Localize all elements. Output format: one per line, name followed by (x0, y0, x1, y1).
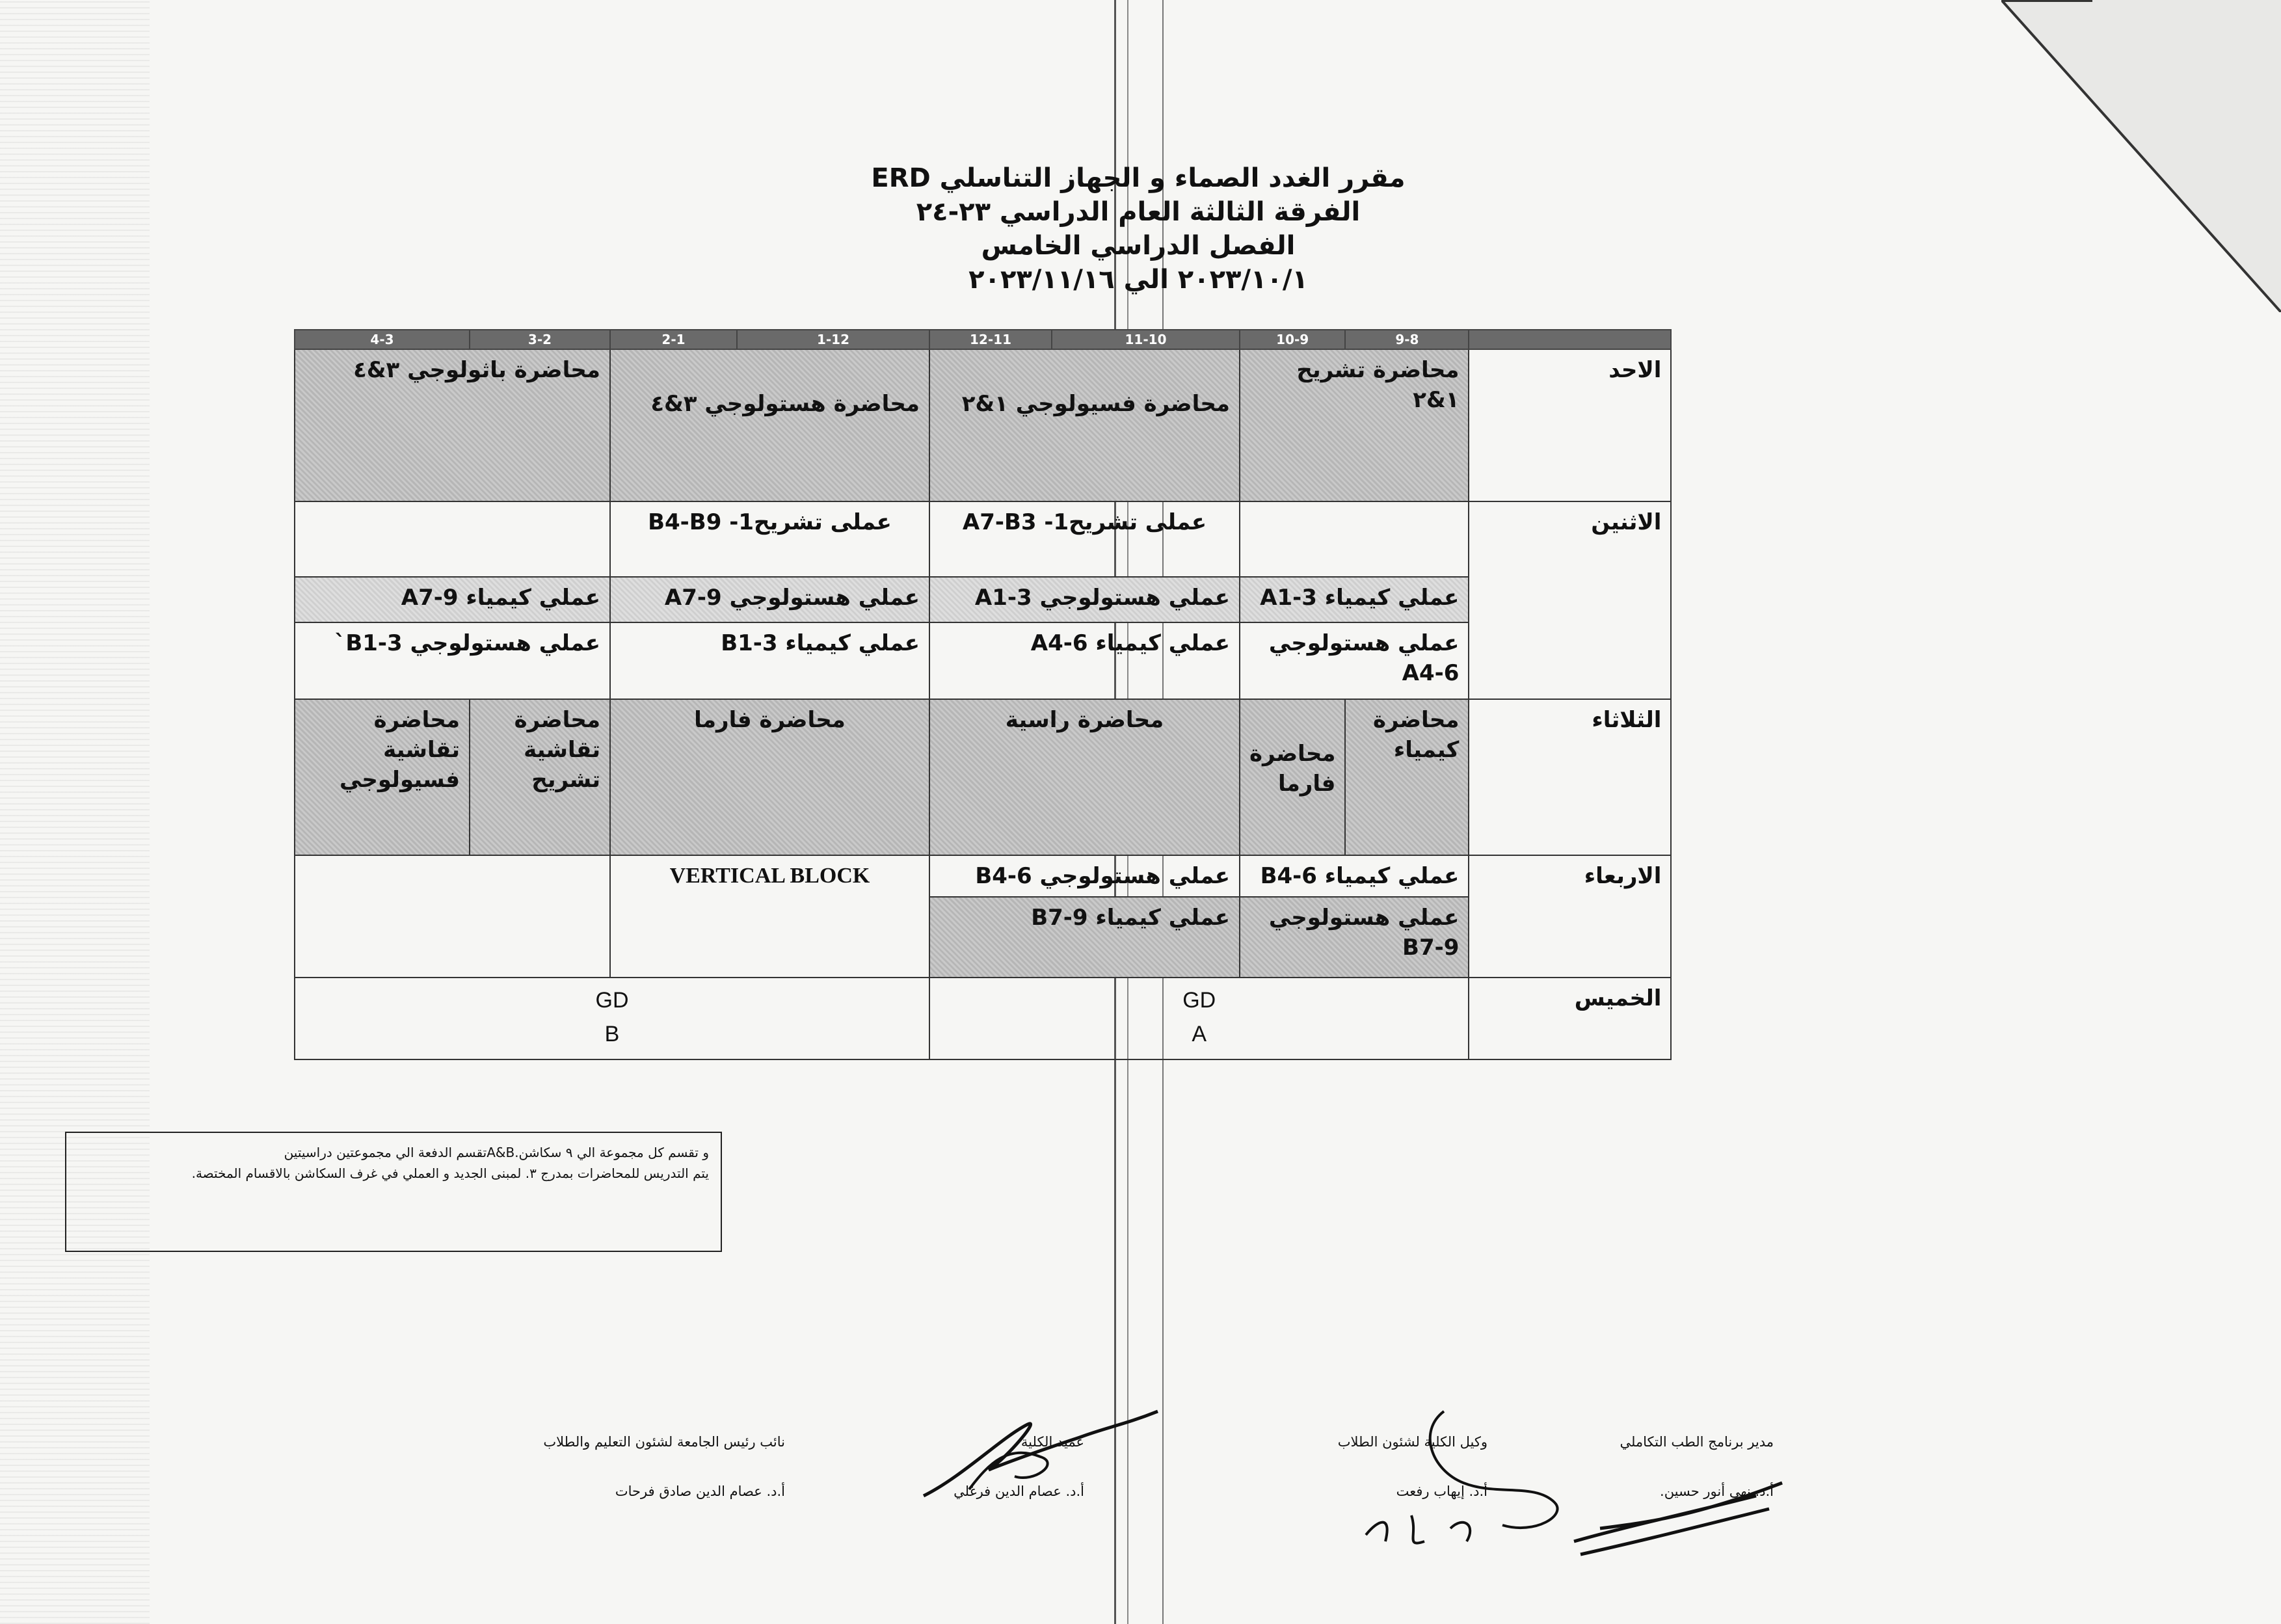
monday-practical: عملي كيمياء B1-3 (610, 622, 929, 699)
schedule-table (294, 329, 1672, 1060)
monday-practical: عملي كيمياء A7-9 (295, 577, 610, 622)
thursday-group-b (295, 978, 929, 1059)
row-thursday (295, 978, 1671, 1059)
monday-empty-cell (1240, 501, 1469, 577)
row-monday-1 (295, 501, 1671, 577)
signature-name: أ.د. عصام الدين فرغلي (954, 1484, 1084, 1499)
group-label: B (604, 1022, 620, 1046)
signature-name: أ.د. نهى أنور حسين. (1660, 1484, 1774, 1499)
signature-title: نائب رئيس الجامعة لشئون التعليم والطلاب (543, 1434, 785, 1450)
gd-label: GD (595, 988, 629, 1013)
time-slot: 1-12 (737, 330, 929, 349)
time-slot: 11-10 (1052, 330, 1240, 349)
signature-title: وكيل الكلية لشئون الطلاب (1337, 1434, 1487, 1450)
document-header (846, 161, 1431, 297)
monday-practical: عملي هستولوجي A7-9 (610, 577, 929, 622)
note-line: يتم التدريس للمحاضرات بمدرج ٣. لمبنى الجديد و العملي في غرف السكاشن بالاقسام المختصة. (191, 1165, 709, 1181)
monday-practical: عملي كيمياء A4-6 (929, 622, 1240, 699)
handwritten-signature (1561, 1470, 1795, 1567)
wednesday-practical: عملي كيمياء B4-6 (1240, 855, 1469, 897)
thursday-group-a (929, 978, 1469, 1059)
tuesday-pharma-lecture: محاضرة فارما (610, 699, 929, 855)
row-tuesday (295, 699, 1671, 855)
row-monday-3 (295, 622, 1671, 699)
day-thursday: الخميس (1469, 978, 1671, 1059)
wednesday-empty-cell (295, 855, 610, 978)
signature-title: مدير برنامج الطب التكاملي (1620, 1434, 1774, 1450)
tuesday-pharma-lecture: محاضرة فارما (1240, 699, 1345, 855)
time-header-row (295, 330, 1671, 349)
gd-label: GD (1182, 988, 1216, 1013)
monday-practical: عملي كيمياء A1-3 (1240, 577, 1469, 622)
folded-corner (2001, 0, 2281, 312)
monday-practical: عملي هستولوجي A4-6 (1240, 622, 1469, 699)
time-slot: 12-11 (929, 330, 1052, 349)
signature-name: أ.د. إيهاب رفعت (1396, 1484, 1487, 1499)
tuesday-cultural-physiology-lecture: محاضرة تقاشية فسيولوجي (295, 699, 470, 855)
left-scan-noise (0, 0, 150, 1624)
wednesday-practical: عملي هستولوجي B7-9 (1240, 897, 1469, 978)
course-title: مقرر الغدد الصماء و الجهاز التناسلي ERD (871, 163, 1406, 193)
notes-box (65, 1132, 722, 1252)
monday-empty-cell (295, 501, 610, 577)
row-wednesday-1 (295, 855, 1671, 897)
day-wednesday: الاربعاء (1469, 855, 1671, 978)
time-slot: 2-1 (610, 330, 737, 349)
monday-anatomy-practical-b: عملى تشريح1- B4-B9 (610, 501, 929, 577)
sunday-physiology-lecture: محاضرة فسيولوجي ١&٢ (929, 349, 1240, 501)
time-corner (1469, 330, 1671, 349)
tuesday-chemistry-lecture: محاضرة كيمياء (1345, 699, 1469, 855)
time-slot: 10-9 (1240, 330, 1345, 349)
year-title: الفرقة الثالثة العام الدراسي ٢٣-٢٤ (916, 197, 1361, 227)
monday-practical: عملي هستولوجي B1-3` (295, 622, 610, 699)
monday-anatomy-practical-a: عملى تشريح1- A7-B3 (929, 501, 1240, 577)
vertical-block: VERTICAL BLOCK (610, 855, 929, 978)
sunday-histology-lecture: محاضرة هستولوجي ٣&٤ (610, 349, 929, 501)
signature-title: عميد الكلية (1020, 1434, 1084, 1450)
semester-title: الفصل الدراسي الخامس (981, 231, 1296, 261)
time-slot: 4-3 (295, 330, 470, 349)
note-line: و تقسم كل مجموعة الي ٩ سكاشن.A&Bتقسم الدفعة الي مجموعتين دراسيتين (284, 1145, 709, 1160)
sunday-pathology-lecture: محاضرة باثولوجي ٣&٤ (295, 349, 610, 501)
wednesday-practical: عملي كيمياء B7-9 (929, 897, 1240, 978)
signature-name: أ.د. عصام الدين صادق فرحات (615, 1484, 785, 1499)
handwritten-signature (911, 1398, 1184, 1515)
tuesday-vertical-lecture: محاضرة راسية (929, 699, 1240, 855)
row-monday-2 (295, 577, 1671, 622)
time-slot: 9-8 (1345, 330, 1469, 349)
sunday-anatomy-lecture: محاضرة تشريح ١&٢ (1240, 349, 1469, 501)
row-sunday (295, 349, 1671, 501)
wednesday-practical: عملي هستولوجي B4-6 (929, 855, 1240, 897)
group-label: A (1192, 1022, 1207, 1046)
day-tuesday: الثلاثاء (1469, 699, 1671, 855)
day-monday: الاثنين (1469, 501, 1671, 699)
monday-practical: عملي هستولوجي A1-3 (929, 577, 1240, 622)
date-range: ٢٠٢٣/١٠/١ الي ٢٠٢٣/١١/١٦ (968, 265, 1308, 295)
time-slot: 3-2 (470, 330, 610, 349)
day-sunday: الاحد (1469, 349, 1671, 501)
signature-vice-president (486, 1434, 785, 1499)
tuesday-cultural-anatomy-lecture: محاضرة تقاشية تشريح (470, 699, 610, 855)
